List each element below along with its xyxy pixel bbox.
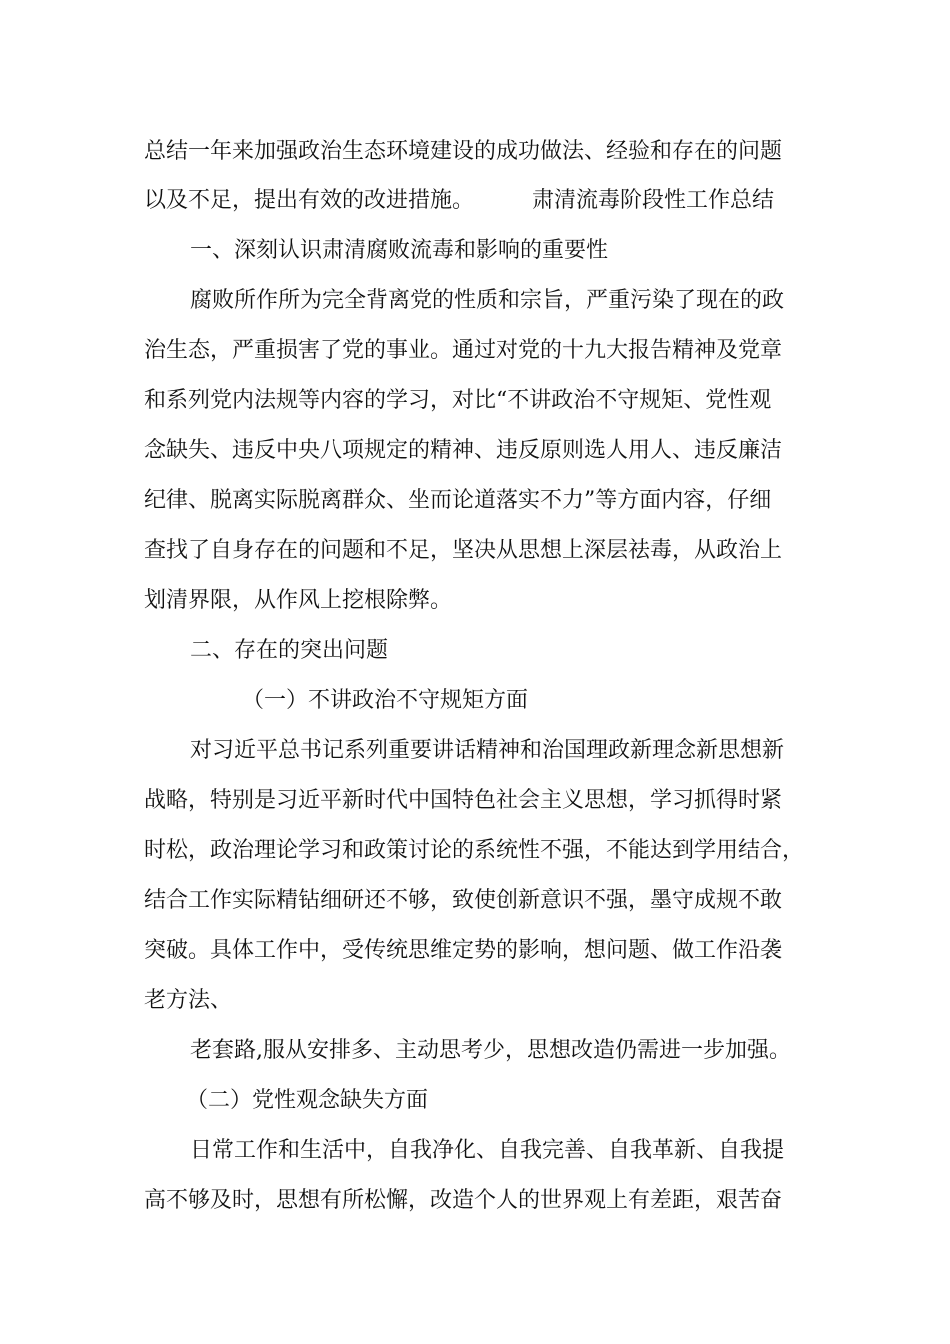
text-line-6: 念缺失、违反中央八项规定的精神、违反原则选人用人、违反廉洁 [144, 438, 783, 463]
text-line-15: 老方法、 [144, 988, 233, 1013]
text-line-1: 总结一年来加强政治生态环境建设的成功做法、经验和存在的问题 [144, 139, 783, 164]
text-line-2 [144, 186, 774, 216]
text-line-9: 划清界限，从作风上挖根除弊。 [144, 588, 453, 613]
text-line-10: 对习近平总书记系列重要讲话精神和治国理政新理念新思想新 [190, 738, 785, 763]
subheading-2: （二）党性观念缺失方面 [186, 1088, 429, 1113]
text-line-17: 日常工作和生活中，自我净化、自我完善、自我革新、自我提 [190, 1138, 785, 1163]
text-line-12: 时松，政治理论学习和政策讨论的系统性不强，不能达到学用结合， [144, 838, 805, 863]
heading-1: 一、深刻认识肃清腐败流毒和影响的重要性 [190, 238, 609, 263]
text-line-4: 治生态，严重损害了党的事业。通过对党的十九大报告精神及党章 [144, 338, 783, 363]
text-line-7: 纪律、脱离实际脱离群众、坐而论道落实不力”等方面内容，仔细 [144, 488, 772, 513]
text-line-13: 结合工作实际精钻细研还不够，致使创新意识不强，墨守成规不敢 [144, 888, 783, 913]
text-line-16: 老套路,服从安排多、主动思考少，思想改造仍需进一步加强。 [190, 1038, 791, 1063]
subheading-1: （一）不讲政治不守规矩方面 [242, 688, 529, 713]
text-line-11: 战略，特别是习近平新时代中国特色社会主义思想，学习抓得时紧 [144, 788, 783, 813]
text-line-14: 突破。具体工作中，受传统思维定势的影响，想问题、做工作沿袭 [144, 938, 783, 963]
text-line-8: 查找了自身存在的问题和不足，坚决从思想上深层祛毒，从政治上 [144, 538, 783, 563]
text-line-5: 和系列党内法规等内容的学习，对比“不讲政治不守规矩、党性观 [144, 388, 772, 413]
text-line-2-body: 以及不足，提出有效的改进措施。 [144, 188, 475, 213]
text-line-18: 高不够及时，思想有所松懈，改造个人的世界观上有差距，艰苦奋 [144, 1188, 783, 1213]
heading-2: 二、存在的突出问题 [190, 638, 389, 663]
text-line-3: 腐败所作所为完全背离党的性质和宗旨，严重污染了现在的政 [190, 288, 785, 313]
inline-title: 肃清流毒阶段性工作总结 [532, 188, 775, 213]
